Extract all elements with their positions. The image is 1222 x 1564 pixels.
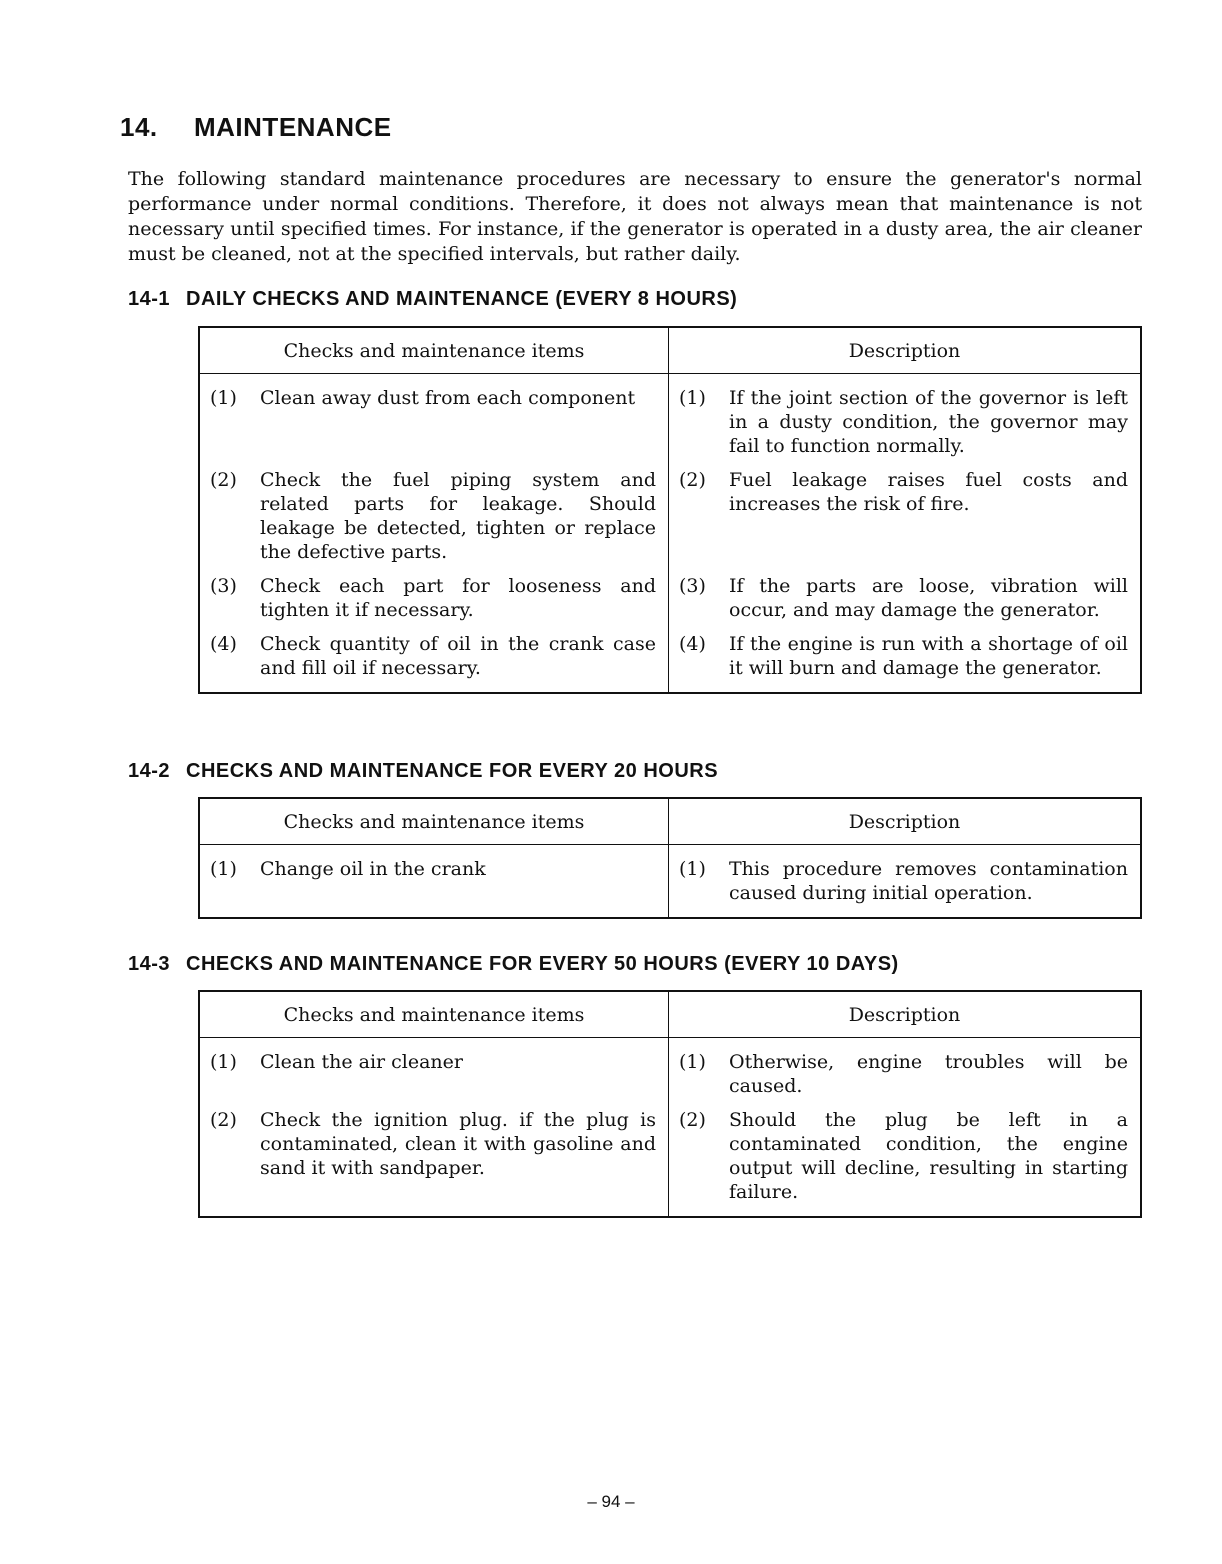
item-number: (4) [210,633,237,655]
desc-number: (1) [679,858,706,880]
header-description: Description [669,991,1142,1038]
header-description: Description [669,798,1142,845]
description-text: Otherwise, engine troubles will be caused. [729,1051,1128,1097]
desc-number: (4) [679,633,706,655]
description-text: Fuel leakage raises fuel costs and increases the risk of fire. [729,469,1128,515]
table-header [199,991,1141,1038]
page-number: – 94 – [587,1492,635,1511]
item-number: (2) [210,469,237,491]
section-heading: 14-3 CHECKS AND MAINTENANCE FOR EVERY 50 HOURS (EVERY 10 DAYS) [128,953,899,975]
item-text: Check each part for looseness and tighten it if necessary. [260,575,656,621]
item-number: (2) [210,1109,237,1131]
item-number: (1) [210,387,237,409]
maintenance-table [198,797,1142,919]
item-number: (3) [210,575,237,597]
item-number: (1) [210,1051,237,1073]
desc-number: (1) [679,1051,706,1073]
desc-number: (2) [679,469,706,491]
chapter-title: 14. MAINTENANCE [120,112,392,142]
description-text: Should the plug be left in a contaminated condition, the engine output will decline, resulting in starting failure. [729,1109,1128,1203]
item-number: (1) [210,858,237,880]
desc-number: (2) [679,1109,706,1131]
description-text: If the parts are loose, vibration will occur, and may damage the generator. [729,575,1128,621]
item-text: Change oil in the crank [260,858,486,880]
description-text: If the joint section of the governor is left in a dusty condition, the governor may fail to function normally. [729,387,1128,457]
section-heading: 14-2 CHECKS AND MAINTENANCE FOR EVERY 20 HOURS [128,760,719,782]
desc-number: (3) [679,575,706,597]
table-row [199,1108,1141,1217]
header-items: Checks and maintenance items [199,798,669,845]
desc-number: (1) [679,387,706,409]
item-text: Check the fuel piping system and related parts for leakage. Should leakage be detected, tighten or replace the defective parts. [260,469,656,563]
table-row [199,468,1141,574]
table-row [199,845,1141,919]
description-text: This procedure removes contamination caused during initial operation. [729,858,1128,904]
intro-paragraph: The following standard maintenance procedures are necessary to ensure the generator's normal performance under normal conditions. Therefore, it does not always mean that maintenance is not necessary until specified times. For instance, if the generator is operated in a dusty area, the air cleaner must be cleaned, not at the specified intervals, but rather daily. [128,168,1142,265]
section-heading: 14-1 DAILY CHECKS AND MAINTENANCE (EVERY 8 HOURS) [128,288,738,310]
description-text: If the engine is run with a shortage of oil it will burn and damage the generator. [729,633,1128,679]
item-text: Clean away dust from each component [260,387,636,409]
table-row [199,374,1141,469]
maintenance-table [198,326,1142,694]
table-row [199,574,1141,632]
header-items: Checks and maintenance items [199,327,669,374]
header-items: Checks and maintenance items [199,991,669,1038]
table-header [199,327,1141,374]
maintenance-table [198,990,1142,1218]
table-row [199,1038,1141,1109]
header-description: Description [669,327,1142,374]
table-row [199,632,1141,693]
item-text: Clean the air cleaner [260,1051,463,1073]
item-text: Check the ignition plug. if the plug is contaminated, clean it with gasoline and sand it with sandpaper. [260,1109,656,1179]
item-text: Check quantity of oil in the crank case and fill oil if necessary. [260,633,656,679]
table-header [199,798,1141,845]
